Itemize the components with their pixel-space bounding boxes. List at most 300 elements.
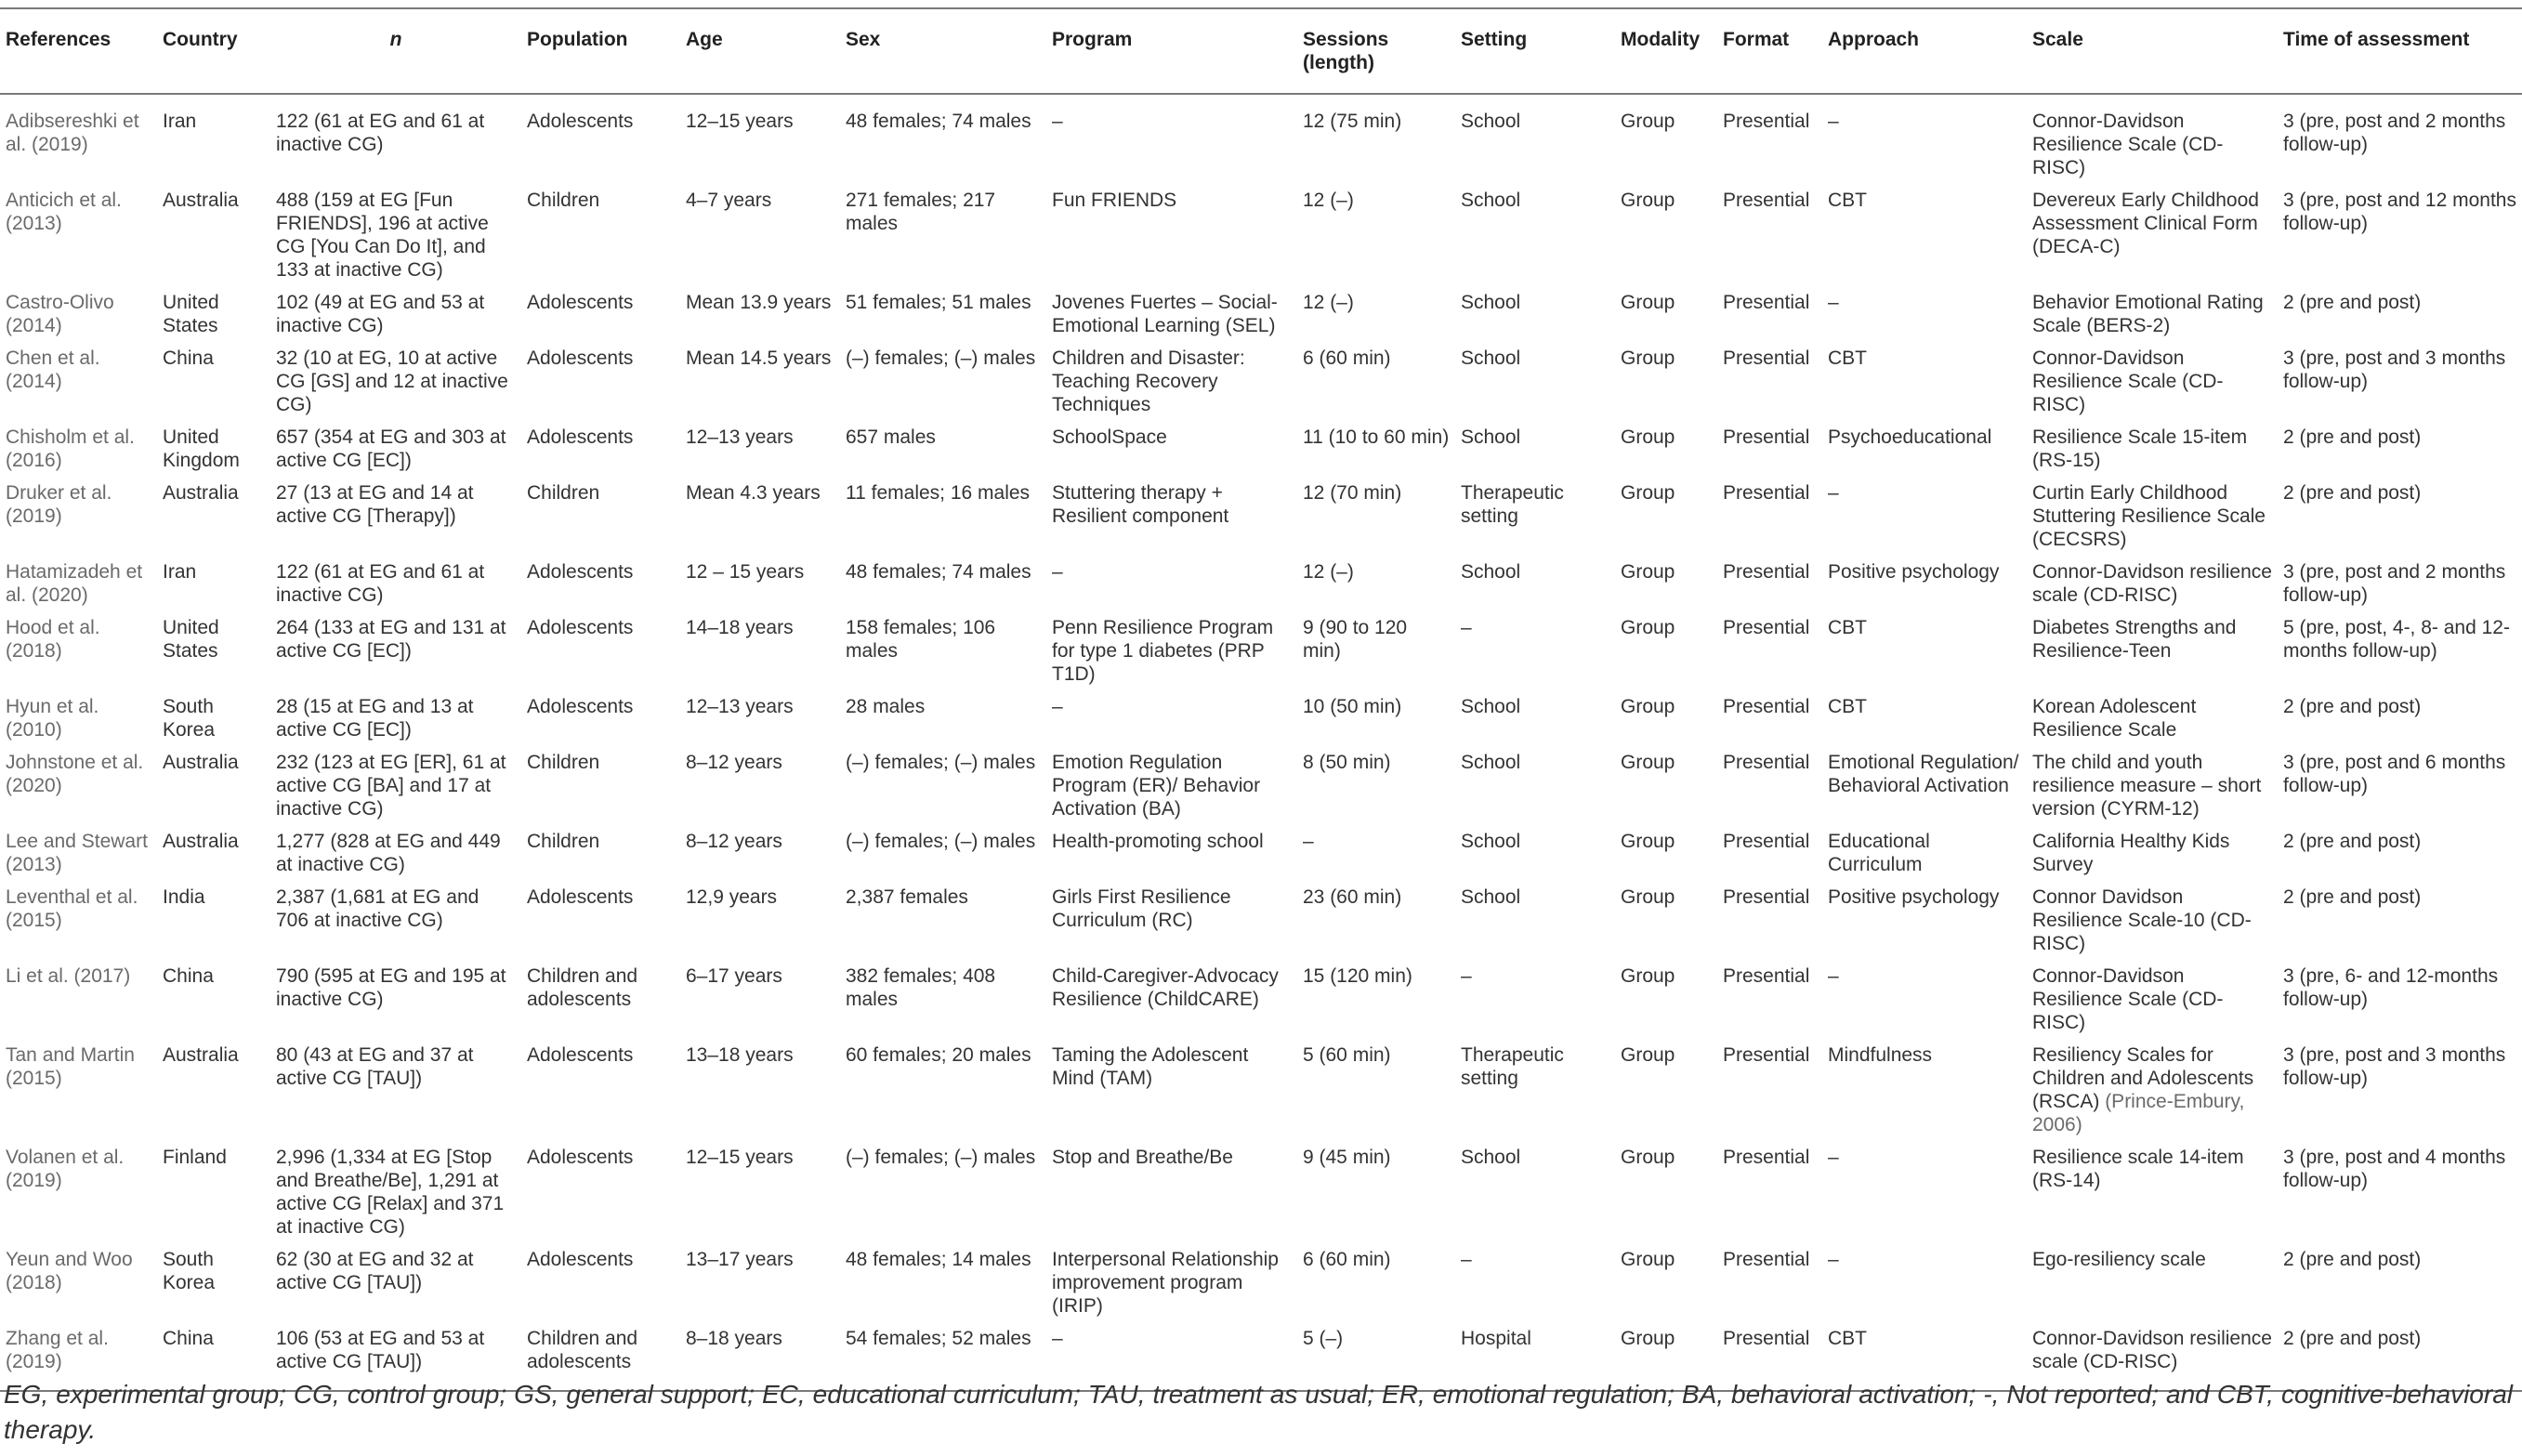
format-cell-text: Presential (1723, 190, 1810, 211)
n-cell-text: 62 (30 at EG and 32 at active CG [TAU]) (276, 1249, 474, 1293)
approach-cell-text: CBT (1828, 696, 1867, 717)
reference-cell (0, 746, 157, 825)
program-cell (1046, 1141, 1297, 1243)
country-cell-text: United States (163, 617, 219, 662)
n-cell (270, 477, 521, 556)
modality-cell (1615, 184, 1717, 286)
n-cell-text: 264 (133 at EG and 131 at active CG [EC]) (276, 617, 506, 662)
time-cell-text: 3 (pre, post and 3 months follow-up) (2283, 1044, 2506, 1089)
table-row (0, 556, 2522, 611)
n-cell (270, 556, 521, 611)
sex-cell (840, 342, 1046, 421)
population-cell (521, 477, 680, 556)
sex-cell-text: 51 females; 51 males (846, 292, 1031, 313)
time-cell-text: 5 (pre, post, 4-, 8- and 12-months follow-up) (2283, 617, 2510, 662)
sessions-cell (1297, 556, 1455, 611)
population-cell-text: Adolescents (527, 1147, 634, 1168)
population-cell-text: Adolescents (527, 111, 634, 132)
scale-cell-text: California Healthy Kids Survey (2032, 831, 2230, 875)
program-cell (1046, 611, 1297, 690)
country-cell-text: Australia (163, 831, 239, 852)
time-cell-text: 2 (pre and post) (2283, 482, 2422, 504)
scale-cell-text: Diabetes Strengths and Resilience-Teen (2032, 617, 2237, 662)
country-cell-text: Australia (163, 482, 239, 504)
scale-cell-text: Connor-Davidson resilience scale (CD-RISC) (2032, 1328, 2272, 1372)
program-cell-text: – (1052, 696, 1063, 717)
sessions-cell-text: 10 (50 min) (1303, 696, 1402, 717)
sex-cell (840, 94, 1046, 184)
age-cell-text: 14–18 years (686, 617, 794, 638)
reference-cell-text: Zhang et al. (2019) (6, 1328, 109, 1372)
program-cell-text: Jovenes Fuertes – Social-Emotional Learning (SEL) (1052, 292, 1278, 336)
sessions-cell-text: – (1303, 831, 1314, 852)
approach-cell-text: – (1828, 482, 1839, 504)
country-cell (157, 881, 270, 960)
country-cell (157, 477, 270, 556)
header-age: Age (686, 29, 723, 50)
reference-cell-text: Volanen et al. (2019) (6, 1147, 125, 1191)
reference-cell (0, 184, 157, 286)
approach-cell (1822, 690, 2027, 746)
time-cell (2278, 342, 2522, 421)
age-cell (680, 960, 840, 1039)
format-cell (1717, 825, 1822, 881)
table-footnote: EG, experimental group; CG, control group; GS, general support; EC, educational curriculum; TAU, treatment as usual; ER, emotional regulation; BA, behavioral activation; -, Not reported; and CBT, cognitive-behavioral therapy. (4, 1380, 2513, 1444)
sex-cell (840, 611, 1046, 690)
population-cell (521, 421, 680, 477)
setting-cell (1455, 1141, 1615, 1243)
sessions-cell (1297, 1141, 1455, 1243)
age-cell (680, 1243, 840, 1322)
scale-cell (2027, 746, 2278, 825)
reference-cell (0, 1039, 157, 1141)
n-cell-text: 657 (354 at EG and 303 at active CG [EC]) (276, 426, 506, 471)
country-cell (157, 286, 270, 342)
format-cell-text: Presential (1723, 426, 1810, 448)
program-cell (1046, 1243, 1297, 1322)
age-cell-text: 12–13 years (686, 696, 794, 717)
program-cell-text: Health-promoting school (1052, 831, 1264, 852)
n-cell-text: 790 (595 at EG and 195 at inactive CG) (276, 965, 506, 1010)
n-cell (270, 342, 521, 421)
reference-cell-text: Hood et al. (2018) (6, 617, 100, 662)
population-cell (521, 746, 680, 825)
sex-cell-text: 11 females; 16 males (846, 482, 1031, 504)
sex-cell-text: 60 females; 20 males (846, 1044, 1031, 1066)
format-cell-text: Presential (1723, 886, 1810, 908)
table-row (0, 611, 2522, 690)
header-format: Format (1723, 29, 1790, 50)
header-setting: Setting (1461, 29, 1528, 50)
sex-cell (840, 1141, 1046, 1243)
reference-cell-text: Lee and Stewart (2013) (6, 831, 148, 875)
country-cell (157, 421, 270, 477)
sessions-cell-text: 15 (120 min) (1303, 965, 1412, 987)
program-cell-text: Children and Disaster: Teaching Recovery Techniques (1052, 348, 1245, 415)
setting-cell-text: Hospital (1461, 1328, 1531, 1349)
setting-cell (1455, 960, 1615, 1039)
n-cell (270, 421, 521, 477)
scale-cell-text: Ego-resiliency scale (2032, 1249, 2206, 1270)
time-cell (2278, 1243, 2522, 1322)
modality-cell-text: Group (1621, 1249, 1675, 1270)
time-cell-text: 3 (pre, post and 3 months follow-up) (2283, 348, 2506, 392)
format-cell (1717, 960, 1822, 1039)
format-cell-text: Presential (1723, 965, 1810, 987)
sessions-cell-text: 9 (90 to 120 min) (1303, 617, 1408, 662)
scale-cell (2027, 1039, 2278, 1141)
setting-cell-text: School (1461, 111, 1521, 132)
age-cell-text: 6–17 years (686, 965, 782, 987)
age-cell (680, 421, 840, 477)
format-cell (1717, 1243, 1822, 1322)
country-cell-text: Australia (163, 1044, 239, 1066)
format-cell (1717, 556, 1822, 611)
approach-cell (1822, 477, 2027, 556)
approach-cell (1822, 960, 2027, 1039)
modality-cell-text: Group (1621, 1147, 1675, 1168)
country-cell-text: South Korea (163, 696, 216, 741)
age-cell-text: 13–18 years (686, 1044, 794, 1066)
format-cell (1717, 690, 1822, 746)
approach-cell (1822, 611, 2027, 690)
n-cell (270, 1141, 521, 1243)
modality-cell-text: Group (1621, 696, 1675, 717)
scale-cell (2027, 1243, 2278, 1322)
modality-cell-text: Group (1621, 561, 1675, 583)
n-cell-text: 80 (43 at EG and 37 at active CG [TAU]) (276, 1044, 474, 1089)
format-cell-text: Presential (1723, 752, 1810, 773)
reference-cell (0, 825, 157, 881)
country-cell-text: Finland (163, 1147, 227, 1168)
reference-cell (0, 690, 157, 746)
population-cell (521, 881, 680, 960)
sessions-cell-text: 6 (60 min) (1303, 348, 1391, 369)
sessions-cell (1297, 342, 1455, 421)
population-cell-text: Adolescents (527, 561, 634, 583)
scale-citation-link[interactable]: (Prince-Embury, 2006) (2032, 1091, 2245, 1135)
country-cell (157, 825, 270, 881)
format-cell (1717, 94, 1822, 184)
table-row (0, 477, 2522, 556)
n-cell-text: 2,387 (1,681 at EG and 706 at inactive CG) (276, 886, 479, 931)
n-cell-text: 32 (10 at EG, 10 at active CG [GS] and 12 at inactive CG) (276, 348, 508, 415)
program-cell-text: – (1052, 1328, 1063, 1349)
approach-cell (1822, 556, 2027, 611)
sessions-cell-text: 11 (10 to 60 min) (1303, 426, 1450, 448)
scale-cell (2027, 184, 2278, 286)
n-cell-text: 28 (15 at EG and 13 at active CG [EC]) (276, 696, 474, 741)
approach-cell (1822, 881, 2027, 960)
time-cell (2278, 746, 2522, 825)
time-cell-text: 2 (pre and post) (2283, 292, 2422, 313)
n-cell (270, 1039, 521, 1141)
sessions-cell (1297, 286, 1455, 342)
table-row (0, 746, 2522, 825)
modality-cell (1615, 286, 1717, 342)
scale-cell-text: Connor-Davidson Resilience Scale (CD-RISC) (2032, 111, 2224, 178)
reference-cell (0, 94, 157, 184)
setting-cell (1455, 825, 1615, 881)
scale-cell-text: Connor-Davidson Resilience Scale (CD-RISC) (2032, 348, 2224, 415)
population-cell-text: Adolescents (527, 1044, 634, 1066)
age-cell-text: 4–7 years (686, 190, 772, 211)
format-cell-text: Presential (1723, 111, 1810, 132)
scale-cell (2027, 421, 2278, 477)
sessions-cell-text: 9 (45 min) (1303, 1147, 1391, 1168)
time-cell (2278, 960, 2522, 1039)
reference-cell (0, 421, 157, 477)
sessions-cell (1297, 1039, 1455, 1141)
country-cell (157, 1039, 270, 1141)
sex-cell-text: 382 females; 408 males (846, 965, 996, 1010)
time-cell (2278, 556, 2522, 611)
country-cell (157, 556, 270, 611)
modality-cell (1615, 1141, 1717, 1243)
time-cell (2278, 286, 2522, 342)
approach-cell-text: – (1828, 965, 1839, 987)
scale-cell (2027, 342, 2278, 421)
sessions-cell (1297, 881, 1455, 960)
sessions-cell (1297, 690, 1455, 746)
reference-cell (0, 556, 157, 611)
reference-cell-text: Castro-Olivo (2014) (6, 292, 114, 336)
program-cell-text: Stop and Breathe/Be (1052, 1147, 1233, 1168)
setting-cell-text: Therapeutic setting (1461, 1044, 1564, 1089)
n-cell (270, 690, 521, 746)
country-cell-text: United States (163, 292, 219, 336)
country-cell (157, 746, 270, 825)
age-cell (680, 825, 840, 881)
country-cell-text: India (163, 886, 205, 908)
modality-cell (1615, 94, 1717, 184)
setting-cell-text: School (1461, 348, 1521, 369)
modality-cell (1615, 477, 1717, 556)
approach-cell (1822, 1039, 2027, 1141)
sessions-cell-text: 5 (60 min) (1303, 1044, 1391, 1066)
approach-cell-text: CBT (1828, 348, 1867, 369)
n-cell-text: 232 (123 at EG [ER], 61 at active CG [BA] and 17 at inactive CG) (276, 752, 506, 820)
scale-cell (2027, 477, 2278, 556)
sessions-cell-text: 12 (–) (1303, 561, 1354, 583)
sex-cell-text: 158 females; 106 males (846, 617, 996, 662)
country-cell (157, 960, 270, 1039)
modality-cell (1615, 960, 1717, 1039)
age-cell (680, 556, 840, 611)
population-cell (521, 184, 680, 286)
time-cell-text: 2 (pre and post) (2283, 886, 2422, 908)
time-cell-text: 2 (pre and post) (2283, 426, 2422, 448)
header-population: Population (527, 29, 628, 50)
modality-cell-text: Group (1621, 752, 1675, 773)
country-cell-text: United Kingdom (163, 426, 240, 471)
sex-cell (840, 825, 1046, 881)
time-cell (2278, 184, 2522, 286)
program-cell (1046, 286, 1297, 342)
population-cell-text: Children and adolescents (527, 1328, 638, 1372)
format-cell-text: Presential (1723, 1147, 1810, 1168)
format-cell (1717, 1141, 1822, 1243)
time-cell-text: 2 (pre and post) (2283, 1249, 2422, 1270)
sex-cell-text: 48 females; 14 males (846, 1249, 1031, 1270)
setting-cell-text: School (1461, 426, 1521, 448)
setting-cell-text: – (1461, 1249, 1472, 1270)
reference-cell-text: Johnstone et al. (2020) (6, 752, 144, 796)
table-row (0, 825, 2522, 881)
modality-cell-text: Group (1621, 886, 1675, 908)
approach-cell-text: – (1828, 111, 1839, 132)
n-cell-text: 1,277 (828 at EG and 449 at inactive CG) (276, 831, 501, 875)
population-cell (521, 1141, 680, 1243)
modality-cell (1615, 690, 1717, 746)
table-row (0, 1141, 2522, 1243)
reference-cell-text: Druker et al. (2019) (6, 482, 112, 527)
country-cell-text: Iran (163, 111, 197, 132)
approach-cell (1822, 746, 2027, 825)
setting-cell (1455, 1039, 1615, 1141)
scale-cell-text: Korean Adolescent Resilience Scale (2032, 696, 2197, 741)
program-cell (1046, 342, 1297, 421)
n-cell-text: 122 (61 at EG and 61 at inactive CG) (276, 561, 485, 606)
approach-cell (1822, 421, 2027, 477)
time-cell-text: 3 (pre, post and 2 months follow-up) (2283, 111, 2506, 155)
modality-cell-text: Group (1621, 482, 1675, 504)
scale-cell-text: Resiliency Scales for Children and Adolescents (RSCA) (2032, 1044, 2254, 1112)
format-cell-text: Presential (1723, 1249, 1810, 1270)
setting-cell-text: School (1461, 292, 1521, 313)
sex-cell (840, 286, 1046, 342)
setting-cell-text: School (1461, 696, 1521, 717)
scale-cell-text: Resilience scale 14-item (RS-14) (2032, 1147, 2244, 1191)
setting-cell-text: School (1461, 1147, 1521, 1168)
setting-cell (1455, 477, 1615, 556)
modality-cell-text: Group (1621, 426, 1675, 448)
modality-cell (1615, 556, 1717, 611)
population-cell (521, 690, 680, 746)
setting-cell (1455, 94, 1615, 184)
population-cell (521, 94, 680, 184)
age-cell-text: Mean 4.3 years (686, 482, 821, 504)
approach-cell-text: Positive psychology (1828, 561, 2000, 583)
modality-cell-text: Group (1621, 348, 1675, 369)
header-sex: Sex (846, 29, 881, 50)
sessions-cell (1297, 960, 1455, 1039)
n-cell-text: 122 (61 at EG and 61 at inactive CG) (276, 111, 485, 155)
scale-cell (2027, 825, 2278, 881)
setting-cell (1455, 611, 1615, 690)
population-cell (521, 825, 680, 881)
format-cell-text: Presential (1723, 292, 1810, 313)
age-cell (680, 611, 840, 690)
reference-cell (0, 960, 157, 1039)
header-country: Country (163, 29, 238, 50)
time-cell (2278, 421, 2522, 477)
program-cell (1046, 184, 1297, 286)
sex-cell (840, 184, 1046, 286)
n-cell-text: 2,996 (1,334 at EG [Stop and Breathe/Be], 1,291 at active CG [Relax] and 371 at inactive CG) (276, 1147, 505, 1238)
format-cell (1717, 342, 1822, 421)
n-cell-text: 106 (53 at EG and 53 at active CG [TAU]) (276, 1328, 485, 1372)
modality-cell-text: Group (1621, 292, 1675, 313)
sex-cell-text: 48 females; 74 males (846, 111, 1031, 132)
time-cell (2278, 825, 2522, 881)
sessions-cell-text: 12 (–) (1303, 190, 1354, 211)
approach-cell (1822, 342, 2027, 421)
table-row (0, 342, 2522, 421)
setting-cell-text: School (1461, 752, 1521, 773)
approach-cell (1822, 184, 2027, 286)
country-cell-text: South Korea (163, 1249, 216, 1293)
age-cell-text: 12,9 years (686, 886, 778, 908)
scale-cell-text: Behavior Emotional Rating Scale (BERS-2) (2032, 292, 2264, 336)
scale-cell-text: Connor-Davidson Resilience Scale (CD-RISC) (2032, 965, 2224, 1033)
format-cell (1717, 1039, 1822, 1141)
approach-cell-text: Mindfulness (1828, 1044, 1933, 1066)
population-cell-text: Adolescents (527, 426, 634, 448)
sex-cell (840, 1039, 1046, 1141)
age-cell-text: 12–15 years (686, 1147, 794, 1168)
sex-cell-text: (–) females; (–) males (846, 831, 1036, 852)
age-cell (680, 286, 840, 342)
n-cell (270, 825, 521, 881)
time-cell (2278, 477, 2522, 556)
format-cell-text: Presential (1723, 348, 1810, 369)
age-cell (680, 1141, 840, 1243)
reference-cell (0, 286, 157, 342)
modality-cell-text: Group (1621, 617, 1675, 638)
setting-cell (1455, 421, 1615, 477)
scale-cell-text: Resilience Scale 15-item (RS-15) (2032, 426, 2248, 471)
sex-cell (840, 421, 1046, 477)
modality-cell-text: Group (1621, 831, 1675, 852)
age-cell (680, 184, 840, 286)
modality-cell (1615, 611, 1717, 690)
sex-cell-text: 2,387 females (846, 886, 968, 908)
format-cell-text: Presential (1723, 831, 1810, 852)
time-cell-text: 3 (pre, post and 12 months follow-up) (2283, 190, 2516, 234)
population-cell (521, 556, 680, 611)
reference-cell (0, 342, 157, 421)
scale-cell (2027, 556, 2278, 611)
modality-cell-text: Group (1621, 965, 1675, 987)
country-cell-text: Australia (163, 190, 239, 211)
population-cell-text: Adolescents (527, 696, 634, 717)
country-cell (157, 690, 270, 746)
approach-cell-text: Emotional Regulation/ Behavioral Activation (1828, 752, 2019, 796)
country-cell-text: China (163, 965, 214, 987)
age-cell-text: 12–13 years (686, 426, 794, 448)
format-cell-text: Presential (1723, 482, 1810, 504)
population-cell (521, 611, 680, 690)
program-cell-text: SchoolSpace (1052, 426, 1167, 448)
header-row (0, 8, 2522, 94)
setting-cell-text: – (1461, 617, 1472, 638)
approach-cell-text: – (1828, 1147, 1839, 1168)
program-cell-text: Taming the Adolescent Mind (TAM) (1052, 1044, 1249, 1089)
header-references: References (6, 29, 112, 50)
sessions-cell-text: 5 (–) (1303, 1328, 1344, 1349)
reference-cell-text: Adibsereshki et al. (2019) (6, 111, 139, 155)
time-cell-text: 3 (pre, post and 4 months follow-up) (2283, 1147, 2506, 1191)
sessions-cell (1297, 94, 1455, 184)
age-cell (680, 477, 840, 556)
approach-cell-text: CBT (1828, 1328, 1867, 1349)
table-row (0, 184, 2522, 286)
reference-cell-text: Li et al. (2017) (6, 965, 131, 987)
approach-cell-text: CBT (1828, 617, 1867, 638)
approach-cell-text: – (1828, 292, 1839, 313)
approach-cell (1822, 825, 2027, 881)
